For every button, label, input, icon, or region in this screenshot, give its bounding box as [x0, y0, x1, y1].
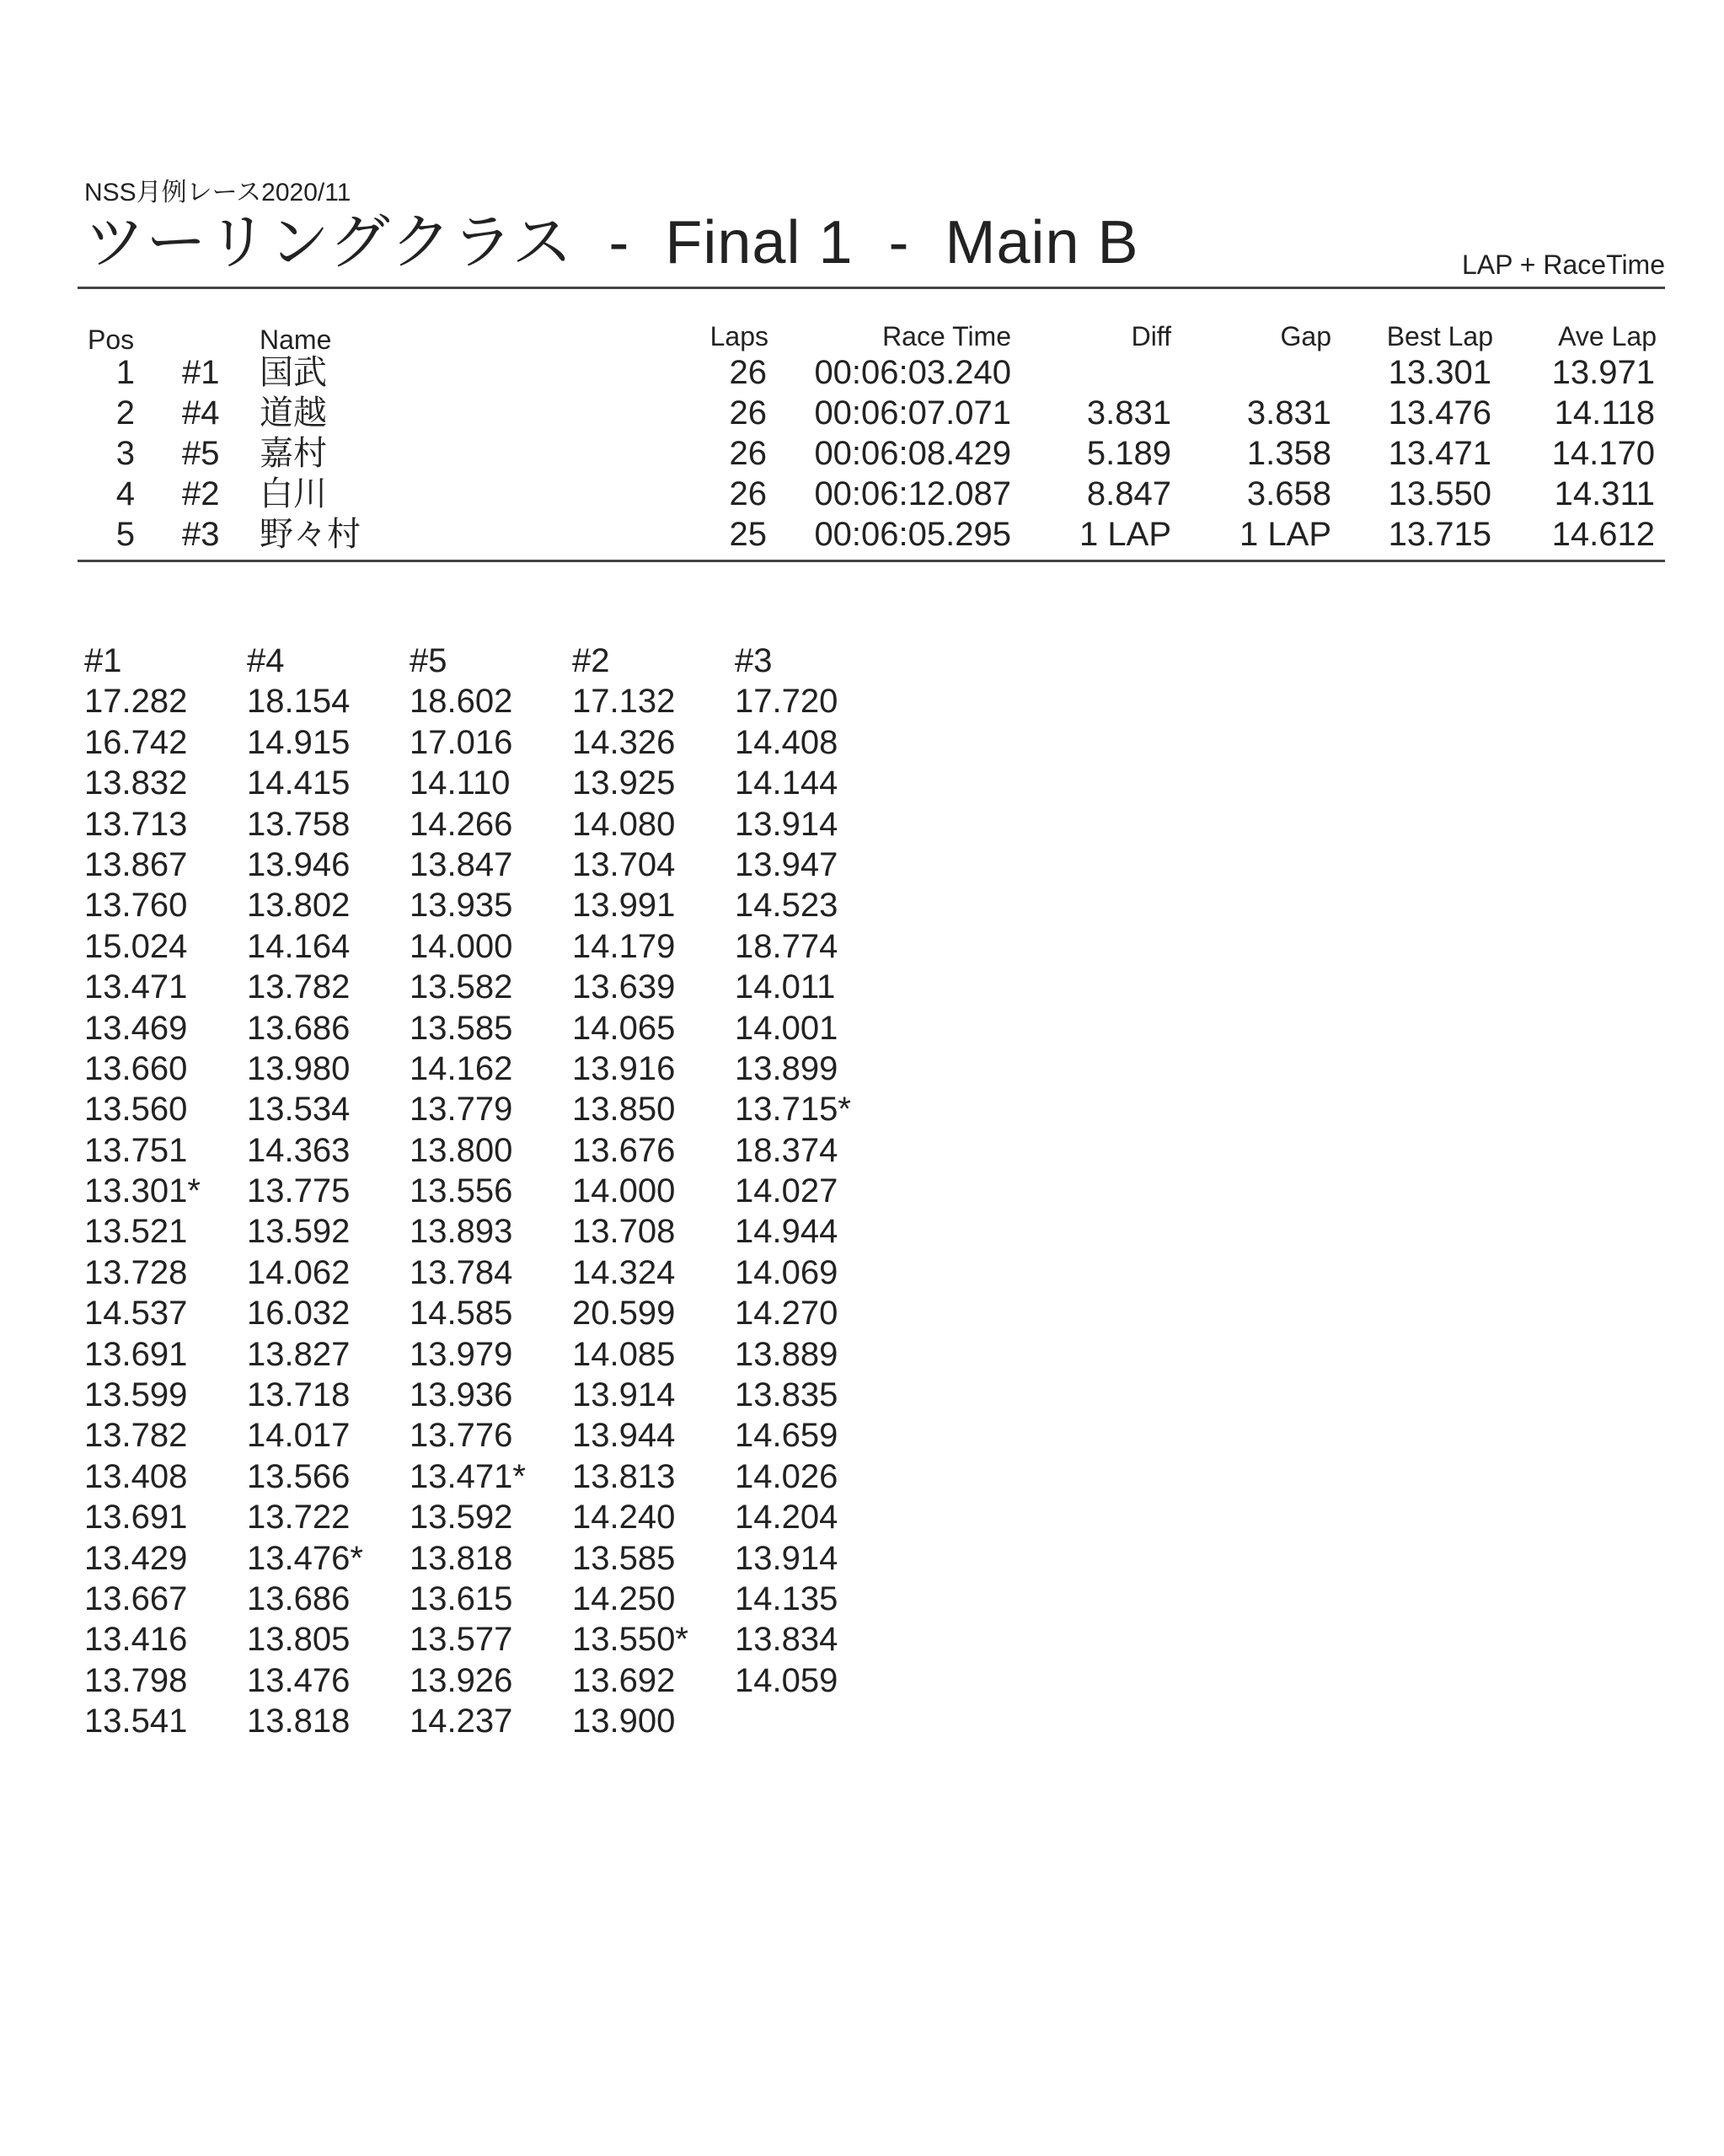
lap-time: 14.537	[84, 1295, 188, 1333]
lap-time: 14.523	[735, 887, 838, 925]
lap-time: 13.893	[410, 1213, 513, 1251]
lap-time: 13.758	[247, 805, 351, 843]
result-gap: 3.658	[1246, 475, 1331, 512]
lap-time: 14.017	[247, 1417, 351, 1455]
lap-time: 13.991	[572, 887, 676, 925]
lap-time: 13.776	[410, 1417, 513, 1455]
result-ave-lap: 14.118	[1554, 394, 1655, 432]
lap-time: 17.132	[572, 683, 676, 721]
lap-time: 14.363	[247, 1131, 351, 1169]
lap-time: 14.415	[247, 764, 351, 802]
lap-time: 13.936	[410, 1376, 513, 1414]
lap-time: 14.585	[410, 1295, 513, 1333]
lap-time: 13.867	[84, 845, 188, 883]
lap-time: 14.069	[735, 1253, 838, 1291]
lap-time: 13.900	[572, 1703, 676, 1740]
lap-time: 13.471	[84, 968, 188, 1006]
result-car-number: #3	[182, 516, 220, 553]
lap-time: 13.692	[572, 1661, 676, 1699]
lap-time: 13.691	[84, 1499, 188, 1537]
lap-time: 13.889	[735, 1335, 838, 1373]
lap-time: 14.240	[572, 1499, 676, 1537]
lap-time: 14.250	[572, 1579, 676, 1617]
result-name: 道越	[260, 394, 327, 432]
lap-column	[735, 641, 851, 1701]
lap-time: 13.704	[572, 845, 676, 883]
lap-time: 14.011	[735, 968, 836, 1006]
lap-time: 14.164	[247, 927, 351, 965]
result-ave-lap: 14.612	[1551, 516, 1655, 553]
lap-time: 13.802	[247, 887, 351, 925]
column-header-diff: Diff	[1131, 321, 1171, 351]
lap-time: 13.416	[84, 1621, 188, 1659]
result-laps: 26	[729, 435, 767, 472]
result-name: 国武	[260, 354, 327, 391]
lap-time: 13.979	[410, 1335, 513, 1373]
lap-time: 13.471*	[410, 1457, 526, 1495]
result-ave-lap: 14.311	[1554, 475, 1655, 512]
lap-time: 13.782	[84, 1417, 188, 1455]
lap-time: 13.850	[572, 1091, 676, 1129]
result-diff: 1 LAP	[1079, 516, 1171, 553]
lap-column-header: #3	[735, 642, 773, 679]
result-best-lap: 13.471	[1388, 435, 1491, 472]
lap-time: 13.713	[84, 805, 188, 843]
result-diff: 8.847	[1086, 475, 1171, 512]
result-laps: 26	[729, 394, 767, 432]
result-pos: 3	[115, 435, 135, 472]
result-ave-lap: 13.971	[1551, 354, 1655, 391]
lap-time: 14.408	[735, 723, 838, 761]
lap-column	[247, 641, 363, 1742]
lap-time: 13.805	[247, 1621, 351, 1659]
result-gap: 1.358	[1246, 435, 1331, 472]
result-best-lap: 13.715	[1388, 516, 1491, 553]
column-header-gap: Gap	[1280, 321, 1331, 351]
column-header-pos: Pos	[88, 324, 135, 355]
lap-column-header: #1	[84, 642, 122, 679]
lap-time: 18.602	[410, 683, 513, 721]
lap-time: 13.585	[410, 1009, 513, 1047]
lap-time: 14.144	[735, 764, 838, 802]
result-gap: 3.831	[1246, 394, 1331, 432]
lap-time: 13.818	[247, 1703, 351, 1740]
lap-time: 14.326	[572, 723, 676, 761]
lap-time: 14.080	[572, 805, 676, 843]
lap-time: 13.944	[572, 1417, 676, 1455]
result-car-number: #2	[182, 475, 220, 512]
lap-time: 14.027	[735, 1172, 838, 1210]
result-race-time: 00:06:07.071	[814, 394, 1011, 432]
lap-time: 13.728	[84, 1253, 188, 1291]
lap-time: 14.062	[247, 1253, 351, 1291]
lap-time: 14.085	[572, 1335, 676, 1373]
result-gap: 1 LAP	[1239, 516, 1331, 553]
lap-time: 13.818	[410, 1539, 513, 1577]
lap-time: 13.667	[84, 1579, 188, 1617]
lap-time: 14.324	[572, 1253, 676, 1291]
lap-time: 13.476	[247, 1661, 351, 1699]
lap-time: 13.835	[735, 1376, 838, 1414]
column-header-best-lap: Best Lap	[1386, 321, 1493, 351]
lap-time: 14.162	[410, 1049, 513, 1087]
lap-time: 20.599	[572, 1295, 676, 1333]
lap-time: 14.059	[735, 1661, 838, 1699]
lap-time: 13.476*	[247, 1539, 363, 1577]
lap-time: 13.926	[410, 1661, 513, 1699]
lap-time: 13.585	[572, 1539, 676, 1577]
lap-time: 13.541	[84, 1703, 188, 1740]
lap-time: 13.556	[410, 1172, 513, 1210]
result-best-lap: 13.301	[1388, 354, 1491, 391]
lap-column-header: #4	[247, 642, 285, 679]
lap-time: 13.592	[410, 1499, 513, 1537]
lap-time: 13.847	[410, 845, 513, 883]
lap-time: 13.914	[572, 1376, 676, 1414]
lap-time: 17.720	[735, 683, 838, 721]
result-race-time: 00:06:12.087	[814, 475, 1011, 512]
lap-time: 13.577	[410, 1621, 513, 1659]
result-pos: 5	[115, 516, 135, 553]
lap-time: 13.676	[572, 1131, 676, 1169]
lap-time: 13.779	[410, 1091, 513, 1129]
lap-time: 14.065	[572, 1009, 676, 1047]
result-pos: 2	[115, 394, 135, 432]
lap-time: 14.001	[735, 1009, 838, 1047]
result-name: 野々村	[260, 516, 361, 553]
lap-time: 18.154	[247, 683, 351, 721]
mode-label: LAP + RaceTime	[1462, 249, 1665, 280]
event-title: NSS月例レース2020/11	[84, 179, 351, 206]
lap-column-header: #5	[410, 642, 447, 679]
lap-time: 14.000	[572, 1172, 676, 1210]
column-header-laps: Laps	[709, 321, 768, 351]
lap-time: 17.282	[84, 683, 188, 721]
lap-time: 13.639	[572, 968, 676, 1006]
result-best-lap: 13.550	[1388, 475, 1491, 512]
lap-time: 13.408	[84, 1457, 188, 1495]
lap-time: 14.135	[735, 1579, 838, 1617]
lap-time: 13.566	[247, 1457, 351, 1495]
lap-time: 13.834	[735, 1621, 838, 1659]
header-rule	[78, 287, 1665, 289]
lap-time: 15.024	[84, 927, 188, 965]
lap-time: 13.686	[247, 1579, 351, 1617]
results-rule	[78, 560, 1665, 562]
lap-time: 14.179	[572, 927, 676, 965]
lap-time: 13.751	[84, 1131, 188, 1169]
result-race-time: 00:06:08.429	[814, 435, 1011, 472]
result-pos: 4	[115, 475, 135, 512]
lap-time: 13.301*	[84, 1172, 201, 1210]
lap-time: 13.718	[247, 1376, 351, 1414]
lap-time: 13.914	[735, 1539, 838, 1577]
result-diff: 5.189	[1086, 435, 1171, 472]
result-car-number: #1	[182, 354, 220, 391]
lap-time: 13.660	[84, 1049, 188, 1087]
column-header-ave-lap: Ave Lap	[1558, 321, 1657, 351]
lap-time: 13.429	[84, 1539, 188, 1577]
result-pos: 1	[115, 354, 135, 391]
lap-time: 14.000	[410, 927, 513, 965]
result-ave-lap: 14.170	[1551, 435, 1655, 472]
lap-time: 14.266	[410, 805, 513, 843]
lap-time: 13.582	[410, 968, 513, 1006]
lap-time: 13.691	[84, 1335, 188, 1373]
lap-time: 13.827	[247, 1335, 351, 1373]
lap-time: 14.204	[735, 1499, 838, 1537]
lap-time: 14.915	[247, 723, 351, 761]
lap-time: 13.521	[84, 1213, 188, 1251]
lap-time: 13.534	[247, 1091, 351, 1129]
lap-time: 13.615	[410, 1579, 513, 1617]
lap-time: 14.944	[735, 1213, 838, 1251]
lap-time: 14.270	[735, 1295, 838, 1333]
result-name: 白川	[260, 475, 327, 512]
result-laps: 26	[729, 354, 767, 391]
lap-time: 13.832	[84, 764, 188, 802]
result-car-number: #4	[182, 394, 220, 432]
lap-time: 13.800	[410, 1131, 513, 1169]
lap-column	[572, 641, 688, 1742]
lap-time: 13.784	[410, 1253, 513, 1291]
lap-time: 13.686	[247, 1009, 351, 1047]
lap-time: 13.715*	[735, 1091, 851, 1129]
lap-time: 13.899	[735, 1049, 838, 1087]
lap-column	[410, 641, 526, 1742]
lap-time: 13.947	[735, 845, 838, 883]
lap-time: 13.760	[84, 887, 188, 925]
result-laps: 26	[729, 475, 767, 512]
lap-time: 18.374	[735, 1131, 838, 1169]
lap-time: 13.914	[735, 805, 838, 843]
lap-time: 13.798	[84, 1661, 188, 1699]
lap-time: 13.550*	[572, 1621, 688, 1659]
result-race-time: 00:06:03.240	[814, 354, 1011, 391]
lap-time: 13.775	[247, 1172, 351, 1210]
lap-time: 14.237	[410, 1703, 513, 1740]
lap-time: 13.708	[572, 1213, 676, 1251]
result-laps: 25	[729, 516, 767, 553]
lap-time: 13.935	[410, 887, 513, 925]
page-title: ツーリングクラス - Final 1 - Main B	[84, 209, 1139, 276]
lap-time: 13.925	[572, 764, 676, 802]
lap-time: 13.722	[247, 1499, 351, 1537]
lap-time: 13.592	[247, 1213, 351, 1251]
column-header-race-time: Race Time	[882, 321, 1011, 351]
lap-time: 16.742	[84, 723, 188, 761]
result-best-lap: 13.476	[1388, 394, 1491, 432]
lap-column	[84, 641, 201, 1742]
lap-time: 13.560	[84, 1091, 188, 1129]
lap-time: 14.659	[735, 1417, 838, 1455]
lap-time: 13.946	[247, 845, 351, 883]
result-name: 嘉村	[260, 435, 327, 472]
lap-time: 16.032	[247, 1295, 351, 1333]
lap-time: 14.026	[735, 1457, 838, 1495]
lap-time: 13.469	[84, 1009, 188, 1047]
result-car-number: #5	[182, 435, 220, 472]
lap-time: 13.813	[572, 1457, 676, 1495]
lap-time: 18.774	[735, 927, 838, 965]
lap-time: 13.782	[247, 968, 351, 1006]
result-diff: 3.831	[1086, 394, 1171, 432]
lap-time: 14.110	[410, 764, 511, 802]
lap-time: 13.980	[247, 1049, 351, 1087]
lap-time: 17.016	[410, 723, 513, 761]
lap-time: 13.916	[572, 1049, 676, 1087]
lap-column-header: #2	[572, 642, 610, 679]
column-header-name: Name	[260, 324, 332, 355]
lap-time: 13.599	[84, 1376, 188, 1414]
result-race-time: 00:06:05.295	[814, 516, 1011, 553]
